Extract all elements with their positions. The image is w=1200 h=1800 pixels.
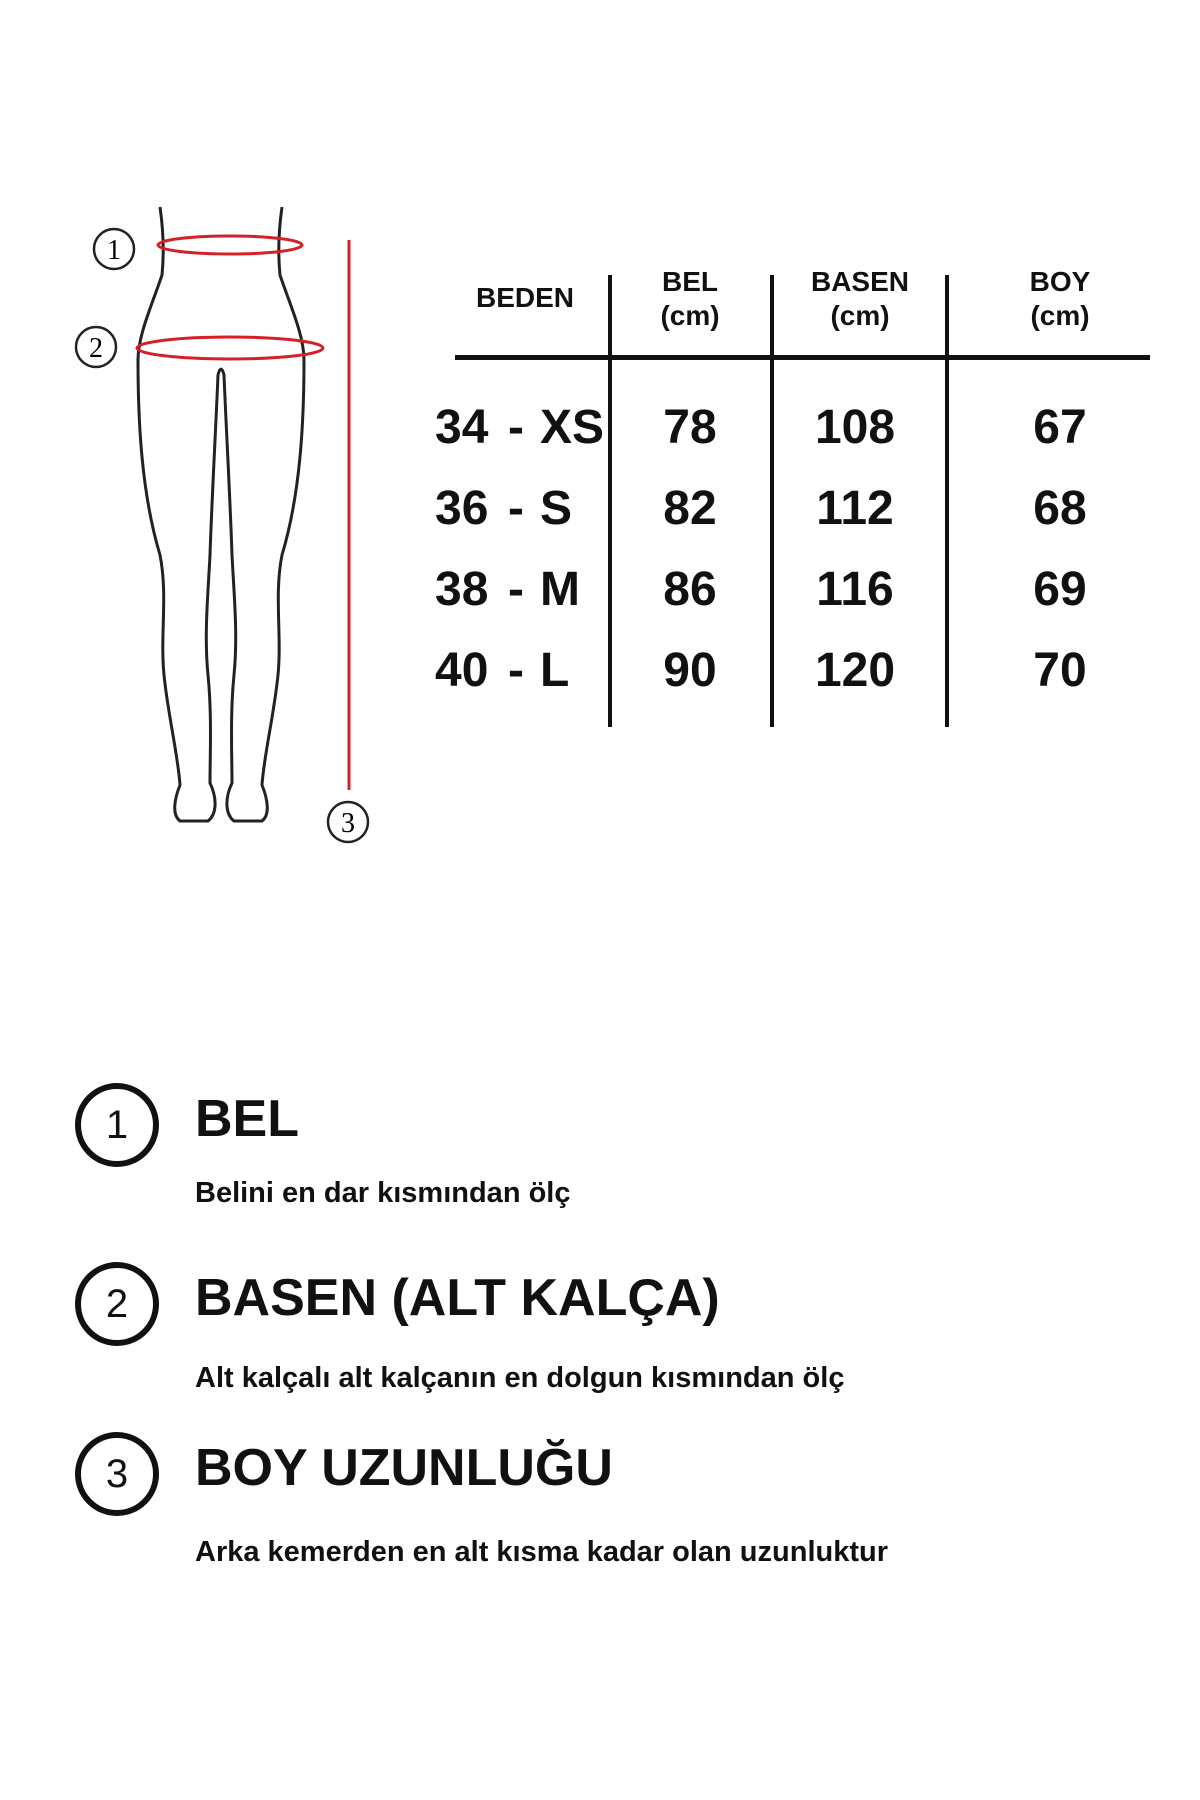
header-divider (455, 355, 1150, 360)
header-beden (450, 281, 600, 315)
marker-3-label: 3 (341, 808, 355, 839)
row-2-size: S (540, 482, 573, 535)
row-4-basen: 120 (814, 644, 896, 697)
number-2-icon (75, 1262, 159, 1346)
row-4-dash: - (508, 644, 524, 697)
column-divider-2 (770, 275, 774, 727)
row-1-dash: - (508, 401, 524, 454)
header-bel-unit: (cm) (660, 300, 720, 331)
row-2-bel: 82 (663, 482, 717, 535)
legend-2-number: 2 (105, 1281, 129, 1326)
size-table (430, 255, 1150, 735)
header-boy (985, 265, 1135, 333)
header-boy-unit: (cm) (1030, 300, 1090, 331)
row-1-basen: 108 (814, 401, 896, 454)
row-1-size: XS (540, 401, 605, 454)
waist-measure-line (158, 236, 302, 254)
marker-2-label: 2 (89, 333, 103, 364)
legend-2-desc: Alt kalçalı alt kalçanın en dolgun kısmından ölç (195, 1362, 845, 1394)
marker-1-icon (94, 229, 134, 269)
legs-outline (138, 207, 304, 821)
legend-2-title: BASEN (ALT KALÇA) (195, 1269, 720, 1327)
row-2-boy: 68 (1033, 482, 1087, 535)
row-3-dash: - (508, 563, 524, 616)
hip-measure-line (137, 337, 323, 359)
header-bel-label: BEL (662, 266, 718, 297)
row-4-bel: 90 (663, 644, 717, 697)
row-2-num: 36 (435, 482, 489, 535)
row-3-size: M (540, 563, 580, 616)
row-1-boy: 67 (1033, 401, 1087, 454)
legend-3-desc: Arka kemerden en alt kısma kadar olan uzunluktur (195, 1536, 889, 1568)
marker-3-icon (328, 802, 368, 842)
row-3-boy: 69 (1033, 563, 1087, 616)
marker-2-icon (76, 327, 116, 367)
column-divider-3 (945, 275, 949, 727)
legend-1-title: BEL (195, 1090, 299, 1148)
column-divider-1 (608, 275, 612, 727)
marker-1-label: 1 (107, 235, 121, 266)
number-3-icon (75, 1432, 159, 1516)
row-1-bel: 78 (663, 401, 717, 454)
number-1-icon (75, 1083, 159, 1167)
row-4-boy: 70 (1033, 644, 1087, 697)
row-4-size: L (540, 644, 570, 697)
header-basen (780, 265, 940, 333)
row-3-num: 38 (435, 563, 489, 616)
row-1-num: 34 (435, 401, 489, 454)
legend-3-number: 3 (105, 1451, 129, 1496)
header-bel (615, 265, 765, 333)
row-2-basen: 112 (816, 482, 894, 535)
header-beden-label: BEDEN (475, 282, 574, 313)
row-3-bel: 86 (663, 563, 717, 616)
row-3-basen: 116 (816, 563, 894, 616)
header-boy-label: BOY (1029, 266, 1091, 297)
row-4-num: 40 (435, 644, 489, 697)
legs-diagram (60, 195, 400, 875)
legend-1-desc: Belini en dar kısmından ölç (195, 1177, 571, 1209)
measurement-figure (60, 195, 400, 875)
header-basen-unit: (cm) (830, 300, 890, 331)
legend-1-number: 1 (105, 1102, 129, 1147)
header-basen-label: BASEN (810, 266, 909, 297)
legend-3-title: BOY UZUNLUĞU (195, 1439, 613, 1497)
row-2-dash: - (508, 482, 524, 535)
